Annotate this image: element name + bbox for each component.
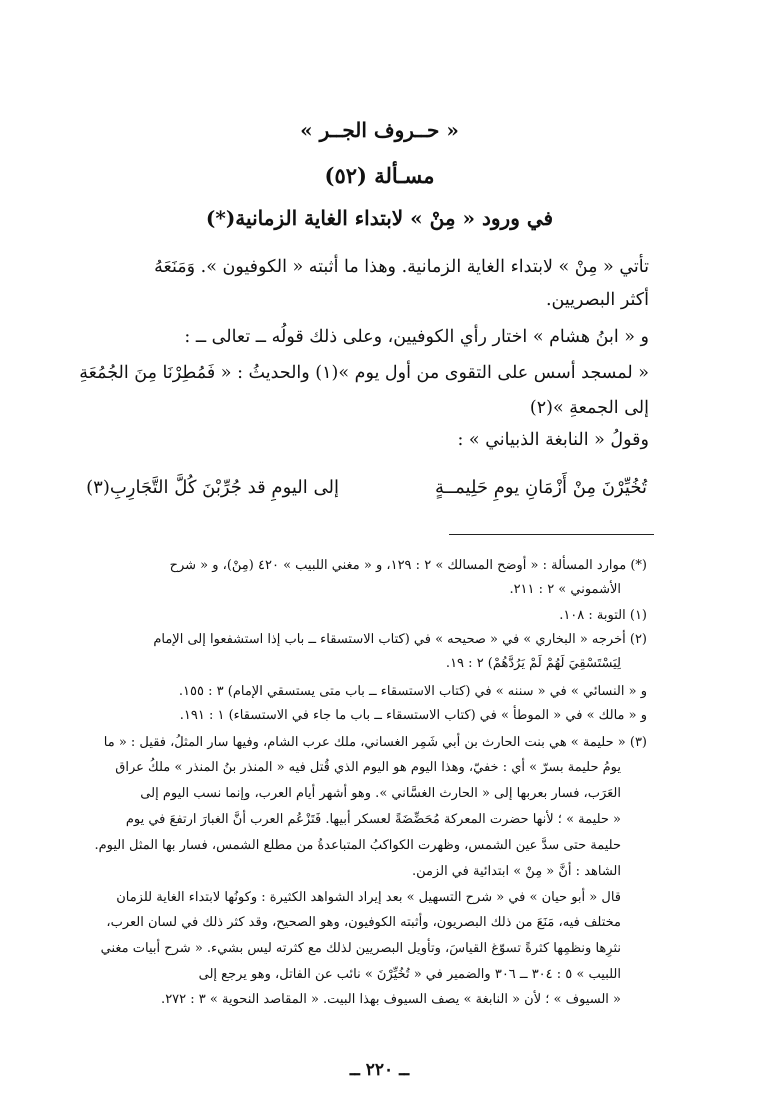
- footnote-line: الشاهد : أنَّ « مِنْ » ابتدائية في الزمن.: [411, 864, 621, 879]
- footnote-divider: [449, 534, 654, 535]
- body-line: « لمسجد أسس على التقوى من أول يوم »(١) والحديثُ : « فَمُطِرْنَا مِنَ الجُمُعَةِ: [79, 363, 649, 383]
- footnote-line: اللبيب » ٥ : ٣٠٤ ــ ٣٠٦ والضمير في « تُخُيِّرْنَ » نائب عن الفاتل، وهو يرجع إلى: [198, 967, 621, 982]
- footnote-line: مختلف فيه، مَنَعَ من ذلك البصريون، وأثبته الكوفيون، وهو الصحيح، وقد كثر ذلك في لسان العرب،: [106, 915, 621, 930]
- section-title: « حــروف الجــر »: [300, 118, 459, 142]
- footnote-line: العَرَب، فسار بعربها إلى « الحارث الغسَّاني ». وهو أشهر أيام العرب، وإنما نسب اليوم إلى: [140, 786, 621, 801]
- footnote-line: (١) التوبة : ١٠٨.: [559, 608, 647, 623]
- footnote-line: (٢) أخرجه « البخاري » في « صحيحه » في (كتاب الاستسقاء ــ باب إذا استشفعوا إلى الإمام: [153, 632, 647, 647]
- verse-first-hemistich: تُخُيِّرْنَ مِنْ أَزْمَانِ يومِ حَلِيمــةٍ: [434, 477, 647, 498]
- footnote-line: و « النسائي » في « سننه » في (كتاب الاستسقاء ــ باب متى يستسقي الإمام) ٣ : ١٥٥.: [178, 684, 647, 699]
- footnote-line: الأشموني » ٢ : ٢١١.: [509, 582, 621, 597]
- footnote-line: (*) موارد المسألة : « أوضح المسالك » ٢ : ١٢٩، و « مغني اللبيب » ٤٢٠ (مِنْ)، و « شرح: [169, 558, 647, 573]
- footnote-line: و « مالك » في « الموطأ » في (كتاب الاستسقاء ــ باب ما جاء في الاستسقاء) ١ : ١٩١.: [179, 708, 647, 723]
- footnote-line: « السيوف » ؛ لأن « النابغة » يصف السيوف بهذا البيت. « المقاصد النحوية » ٣ : ٢٧٢.: [161, 992, 621, 1007]
- footnote-line: « حليمة » ؛ لأنها حضرت المعركة مُحَضِّضَةً لعسكر أبيها. فَتَزْعُم العرب أنَّ الغبارَ ارتفعَ في يوم: [125, 812, 621, 827]
- footnote-line: قال « أبو حيان » في « شرح التسهيل » بعد إيراد الشواهد الكثيرة : وكونُها لابتداء الغاية للزمان: [116, 890, 621, 905]
- body-line: تأتي « مِنْ » لابتداء الغاية الزمانية. وهذا ما أثبته « الكوفيون ». وَمَنَعَهُ: [154, 257, 649, 277]
- body-line: أكثر البصريين.: [545, 290, 649, 310]
- footnote-line: نثرِها ونظمِها كثرةً تسوّغ القياسَ، وتأويل البصريين لذلك مع كثرته ليس بشيء. « شرح أبيات مغني: [100, 941, 621, 956]
- footnote-line: حليمة حتى سدَّ عين الشمس، وظهرت الكواكبُ المتباعدةُ من مطلع الشمس، فسار بها المثل اليوم.: [94, 838, 621, 853]
- footnote-line: لِيَسْتَسْقِيَ لَهُمْ لَمْ يَرُدَّهُمْ) ٢ : ١٩.: [445, 656, 621, 671]
- page-number: ــ ٢٢٠ ــ: [349, 1060, 410, 1080]
- verse-second-hemistich: إلى اليومِ قد جُرِّبْنَ كُلَّ التَّجَارِبِ(٣): [86, 477, 339, 498]
- body-line: إلى الجمعةِ »(٢): [529, 398, 649, 418]
- issue-title: مسـألة (٥٢): [324, 163, 435, 188]
- footnote-line: (٣) « حليمة » هي بنت الحارث بن أبي شَمِر الغساني، ملك عرب الشام، وفيها سار المثلُ، فقيل : « ما: [103, 735, 647, 750]
- footnote-line: يومُ حليمة بسرّ » أي : خفيّ، وهذا اليوم هو اليوم الذي قُتل فيه « المنذر بنُ المنذر » ملكُ عراق: [115, 760, 621, 775]
- body-line: وقولُ « النابغة الذبياني » :: [457, 430, 649, 450]
- issue-subtitle: في ورود « مِنْ » لابتداء الغاية الزمانية(*): [205, 206, 554, 230]
- body-line: و « ابنُ هشام » اختار رأي الكوفيين، وعلى ذلك قولُه ــ تعالى ــ :: [184, 327, 649, 347]
